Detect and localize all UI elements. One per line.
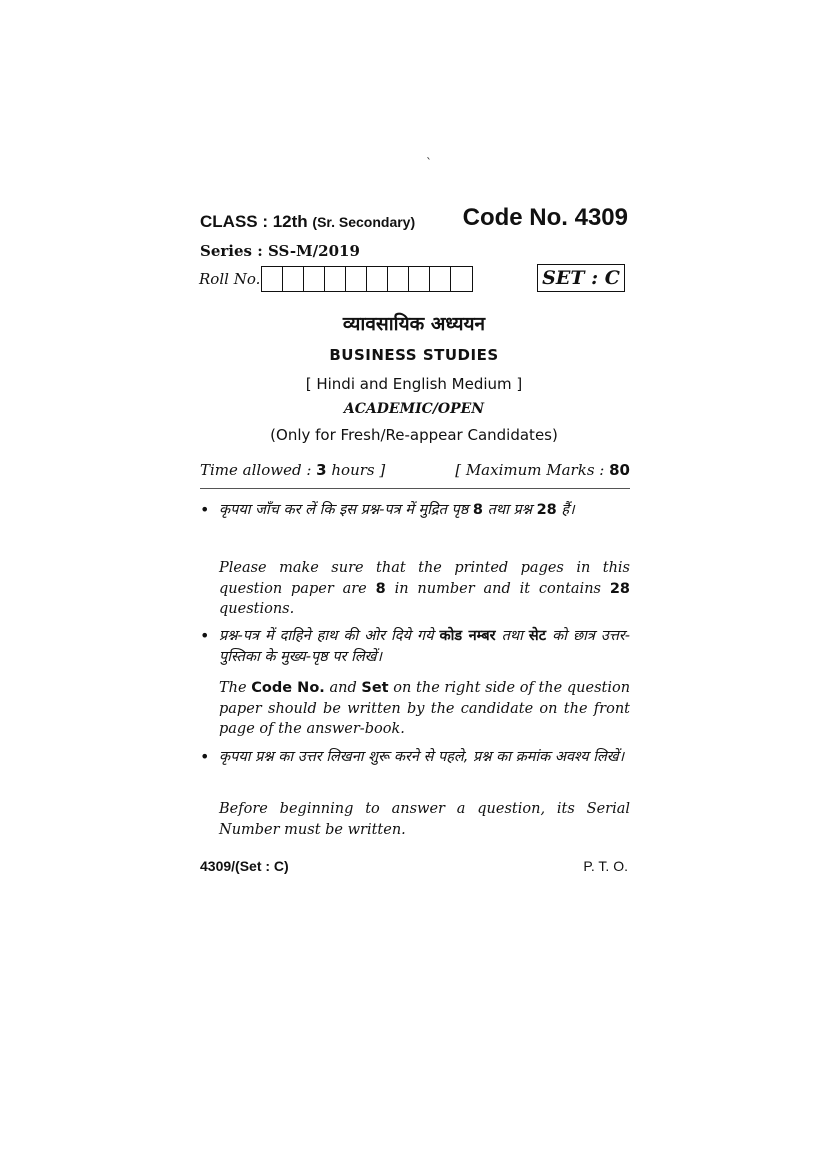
divider-line — [200, 488, 630, 489]
instruction-3-english: Before beginning to answer a question, its Serial Number must be written. — [219, 801, 630, 838]
roll-number-box — [430, 267, 451, 291]
roll-number-box — [451, 267, 472, 291]
text: on the right side of the question paper should be written by the candidate on the front page of the answer-book. — [219, 680, 631, 737]
max-marks-value: 80 — [609, 461, 630, 479]
code-number: Code No. 4309 — [462, 204, 628, 231]
instruction-1 — [200, 500, 630, 620]
academic-open-label: ACADEMIC/OPEN — [343, 401, 485, 417]
time-allowed-unit: hours ] — [331, 461, 386, 479]
instruction-2 — [200, 626, 630, 738]
bullet-icon: • — [200, 626, 210, 645]
medium-note: [ Hindi and English Medium ] — [305, 375, 523, 393]
class-line — [200, 212, 415, 232]
pages-count: 8 — [472, 502, 483, 518]
bullet-icon: • — [200, 500, 210, 519]
instruction-1-hindi — [219, 500, 630, 521]
set-box: SET : C — [537, 264, 625, 292]
roll-number-box — [388, 267, 409, 291]
roll-number-box — [325, 267, 346, 291]
text: को छात्र उत्तर-पुस्तिका के मुख्य-पृष्ठ पर लिखें। — [219, 628, 631, 665]
roll-label: Roll No. — [199, 270, 261, 288]
bullet-icon: • — [200, 747, 210, 766]
roll-number-box — [283, 267, 304, 291]
text: questions. — [219, 601, 295, 617]
set-hindi: सेट — [528, 628, 547, 644]
candidates-note: (Only for Fresh/Re-appear Candidates) — [270, 426, 558, 444]
series-label: Series : SS-M/2019 — [200, 242, 360, 260]
paper-header — [200, 204, 628, 240]
time-marks-row — [200, 461, 630, 479]
instruction-3-hindi: कृपया प्रश्न का उत्तर लिखना शुरू करने से पहले, प्रश्न का क्रमांक अवश्य लिखें। — [219, 749, 625, 765]
roll-number-box — [346, 267, 367, 291]
time-allowed-label: Time allowed : — [200, 461, 312, 479]
text: and — [329, 680, 357, 696]
subject-title: BUSINESS STUDIES — [329, 346, 499, 364]
text: in number and it contains — [394, 580, 601, 597]
text: The — [219, 680, 247, 696]
roll-number-boxes — [261, 266, 473, 292]
class-label: CLASS : 12th — [200, 212, 308, 231]
text: हैं। — [561, 502, 575, 518]
instruction-1-english — [219, 558, 630, 620]
questions-count: 28 — [536, 502, 557, 518]
text: कृपया जाँच कर लें कि इस प्रश्न-पत्र में मुद्रित पृष्ठ — [219, 502, 469, 518]
roll-number-box — [304, 267, 325, 291]
pages-count: 8 — [375, 580, 386, 597]
set-term: Set — [361, 680, 389, 696]
maximum-marks — [455, 461, 630, 479]
stray-tick-mark: ` — [426, 156, 432, 170]
text: प्रश्न-पत्र में दाहिने हाथ की ओर दिये गये — [219, 628, 434, 644]
instruction-2-english — [219, 678, 630, 740]
time-allowed-value: 3 — [316, 461, 327, 479]
class-sub: (Sr. Secondary) — [312, 214, 416, 230]
code-no-term: Code No. — [251, 680, 325, 696]
roll-number-box — [367, 267, 388, 291]
instruction-3 — [200, 747, 630, 839]
text: तथा — [501, 628, 523, 644]
roll-number-row — [199, 266, 629, 292]
code-number-hindi: कोड नम्बर — [439, 628, 496, 644]
text: Please make sure that the printed pages in this question paper are — [219, 560, 630, 597]
roll-number-box — [262, 267, 283, 291]
text: तथा प्रश्न — [487, 502, 532, 518]
instruction-2-hindi — [219, 626, 630, 668]
max-marks-label: [ Maximum Marks : — [455, 461, 605, 479]
footer-pto: P. T. O. — [583, 858, 628, 874]
hindi-title: व्यावसायिक अध्ययन — [342, 313, 486, 335]
questions-count: 28 — [609, 580, 631, 597]
time-allowed — [200, 461, 385, 479]
roll-number-box — [409, 267, 430, 291]
footer-code: 4309/(Set : C) — [200, 858, 289, 874]
